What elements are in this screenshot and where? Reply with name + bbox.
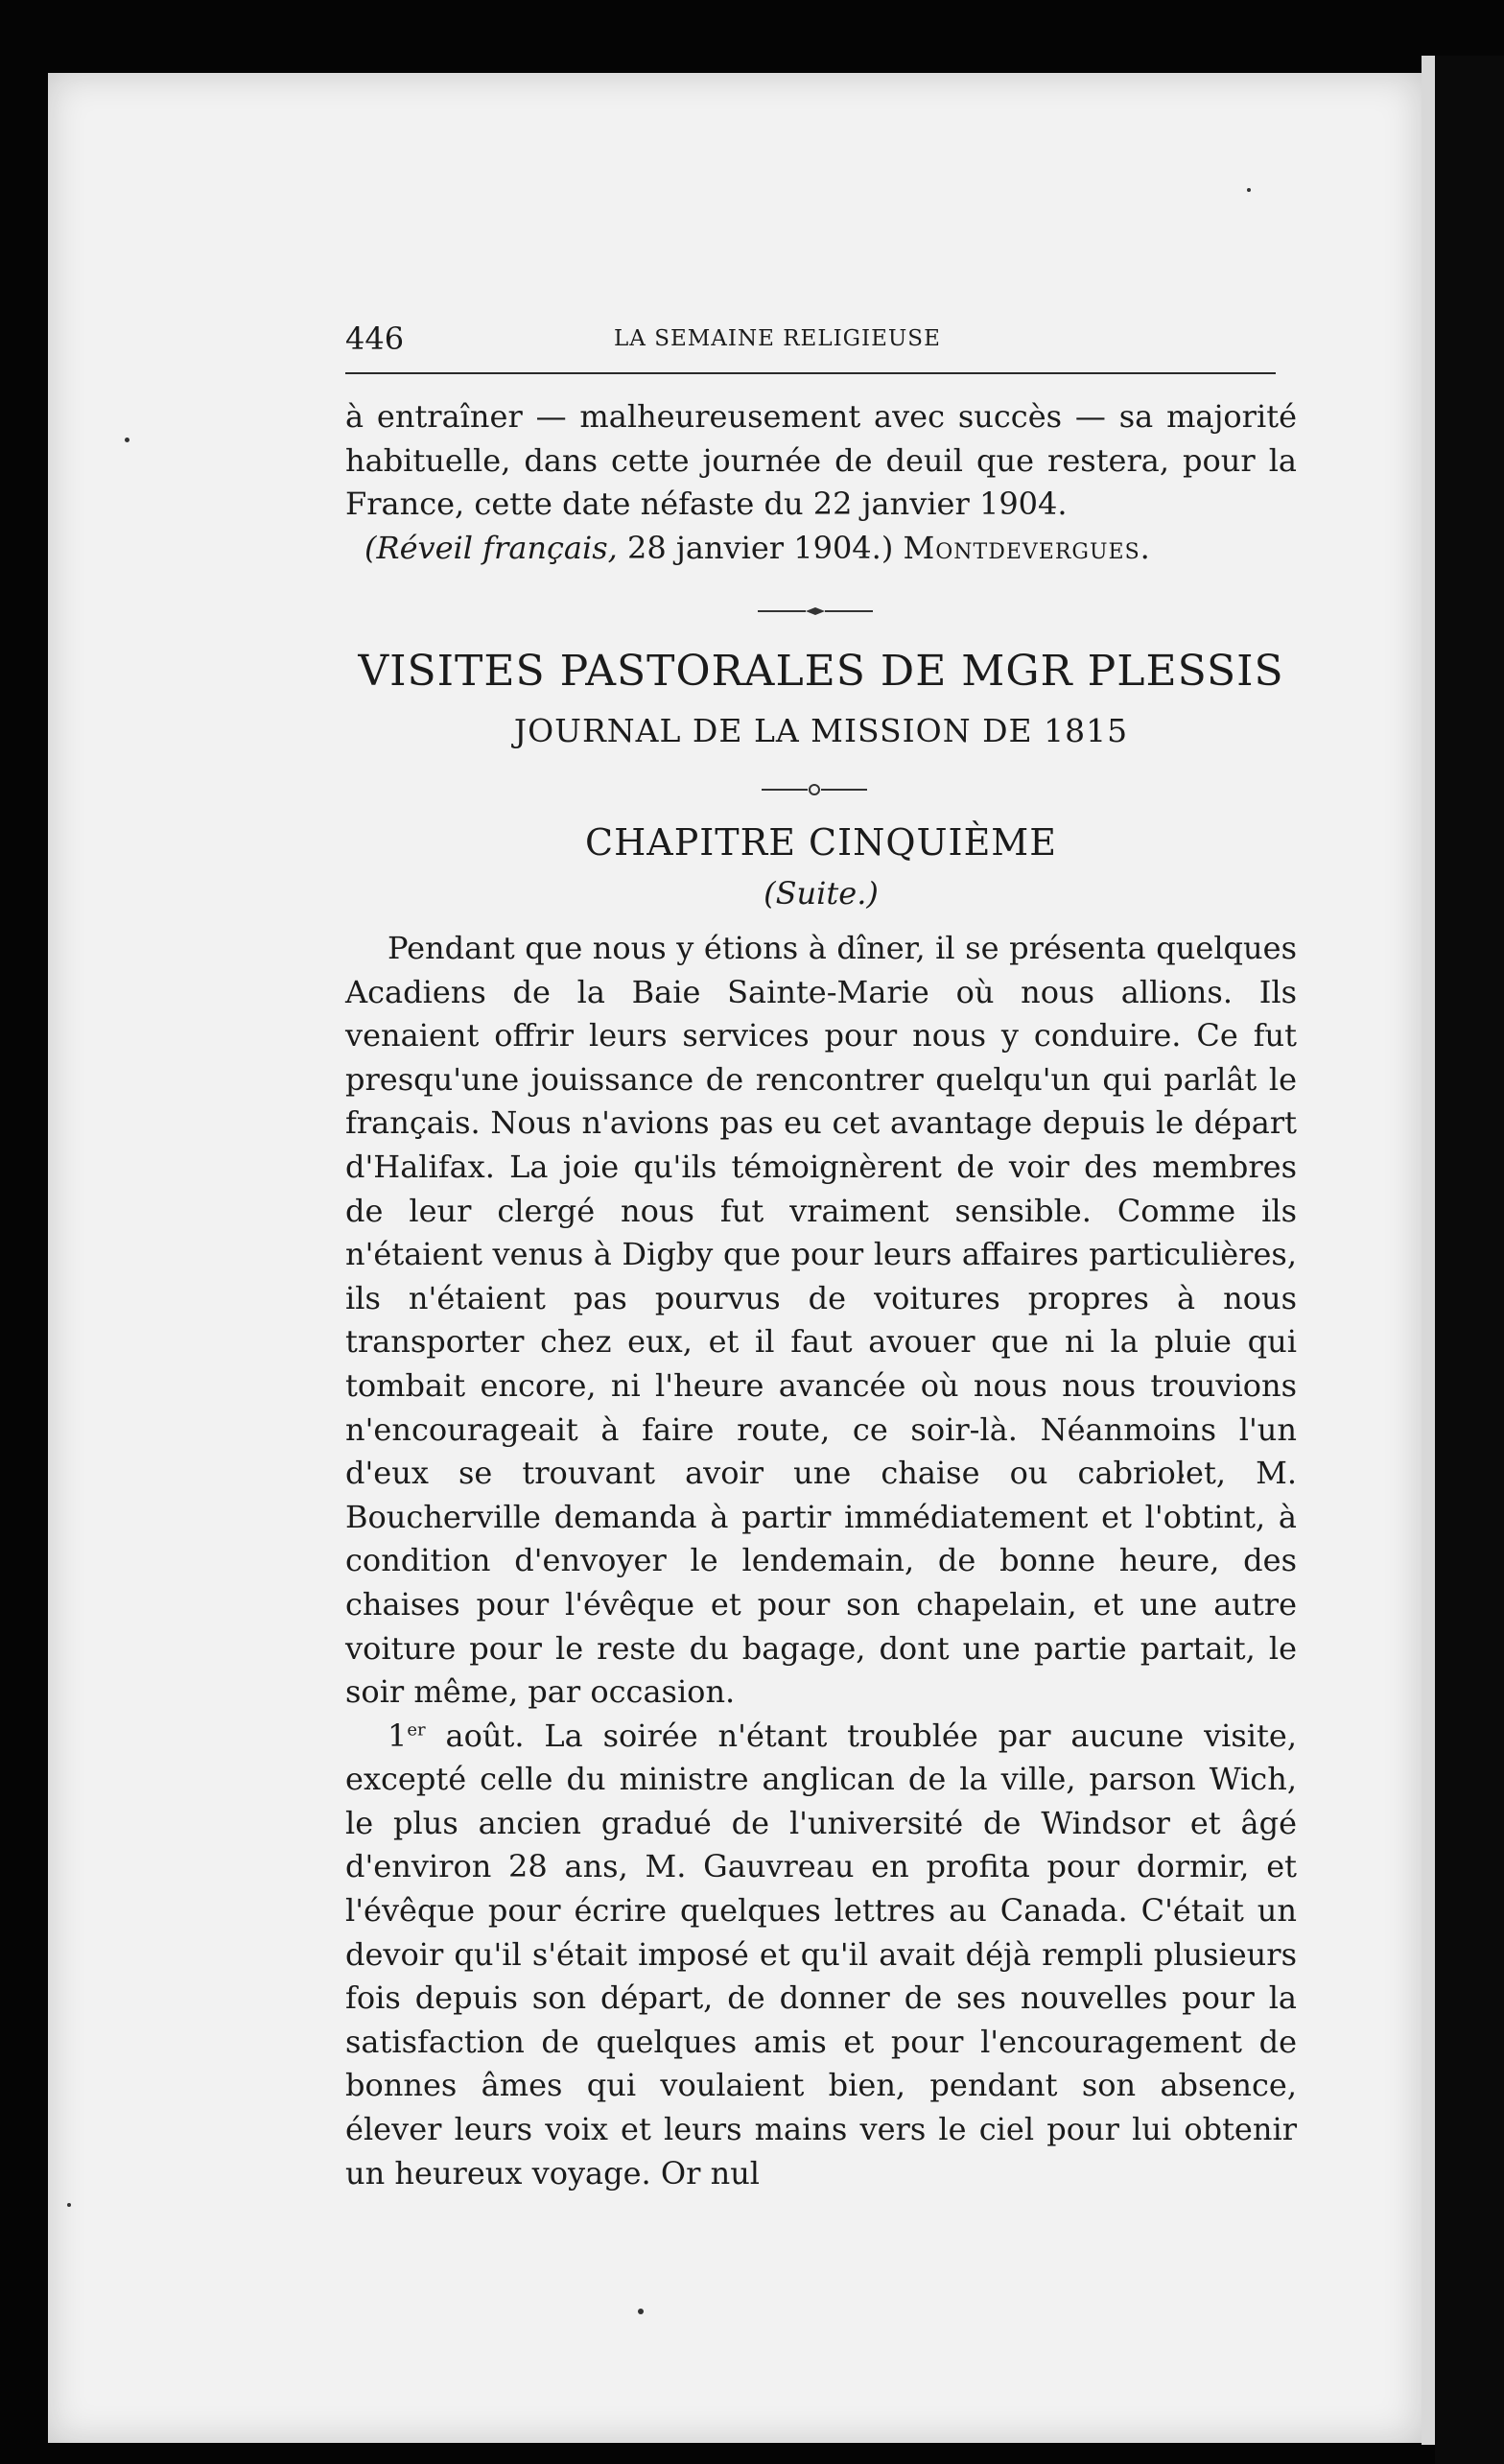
citation-open: ( xyxy=(364,529,377,566)
chapter-note: (Suite.) xyxy=(764,875,879,912)
scan-speck xyxy=(125,438,129,442)
paragraph-date-sup: er xyxy=(407,1719,426,1741)
running-title: LA SEMAINE RELIGIEUSE xyxy=(614,326,941,351)
chapter-title: CHAPITRE CINQUIÈME xyxy=(585,821,1057,864)
citation-source: Réveil français, xyxy=(376,529,618,566)
scan-speck xyxy=(1247,188,1251,192)
paragraph xyxy=(345,1715,1297,2196)
paragraph-text: août. La soirée n'étant troublée par aucune visite, excepté celle du ministre anglican de la ville, parson Wich, le plus ancien gradué de l'université de Windsor et âgé d'environ 28 ans, M. Gauvreau en profita pour dormir, et l'évêque pour écrire quelques lettres au Canada. C'était un devoir qu'il s'était imposé et qu'il avait déjà rempli plusieurs fois depuis son départ, de donner de ses nouvelles pour la satisfaction de quelques amis et pour l'encouragement de bonnes âmes qui voulaient bien, pendant son absence, élever leurs voix et leurs mains vers le ciel pour lui obtenir un heureux voyage. Or nul xyxy=(345,1717,1297,2192)
scan-speck xyxy=(67,2203,71,2207)
paragraph-date-day: 1 xyxy=(388,1717,408,1754)
paragraph: Pendant que nous y étions à dîner, il se présenta quelques Acadiens de la Baie Sainte-Marie où nous allions. Ils venaient offrir leurs services pour nous y conduire. Ce fut presqu'une jouissance de rencontrer quelqu'un qui parlât le français. Nous n'avions pas eu cet avantage depuis le départ d'Halifax. La joie qu'ils témoignèrent de voir des membres de leur clergé nous fut vraiment sensible. Comme ils n'étaient venus à Digby que pour leurs affaires particulières, ils n'étaient pas pourvus de voitures propres à nous transporter chez eux, et il faut avouer que ni la pluie qui tombait encore, ni l'heure avancée où nous nous trouvions n'encourageait à faire route, ce soir-là. Néanmoins l'un d'eux se trouvant avoir une chaise ou cabriolet, M. Boucherville demanda à partir immédiatement et l'obtint, à condition d'envoyer le lendemain, de bonne heure, des chaises pour l'évêque et pour son chapelain, et une autre voiture pour le reste du bagage, dont une partie partait, le soir même, par occasion. xyxy=(345,930,1297,1711)
article-title: VISITES PASTORALES DE MGR PLESSIS xyxy=(358,647,1284,696)
previous-article-text: à entraîner — malheureusement avec succès — sa majorité habituelle, dans cette journée de deuil que restera, pour la France, cette date néfaste du 22 janvier 1904. xyxy=(345,398,1297,523)
section-ornament xyxy=(739,604,892,618)
previous-article-ending xyxy=(345,395,1297,570)
article-body xyxy=(345,927,1297,2195)
scanned-page xyxy=(48,73,1422,2443)
article-subtitle: JOURNAL DE LA MISSION DE 1815 xyxy=(513,712,1129,749)
citation-line xyxy=(345,527,1297,571)
next-page-edge xyxy=(1435,56,1504,2464)
citation-author: Montdevergues. xyxy=(903,529,1151,566)
header-rule xyxy=(345,372,1276,374)
page-edge xyxy=(1422,56,1435,2445)
running-head xyxy=(345,320,1276,359)
citation-date: 28 janvier 1904.) xyxy=(617,529,894,566)
small-ornament xyxy=(762,783,867,796)
scan-speck xyxy=(638,2309,644,2314)
page-number: 446 xyxy=(345,320,405,357)
